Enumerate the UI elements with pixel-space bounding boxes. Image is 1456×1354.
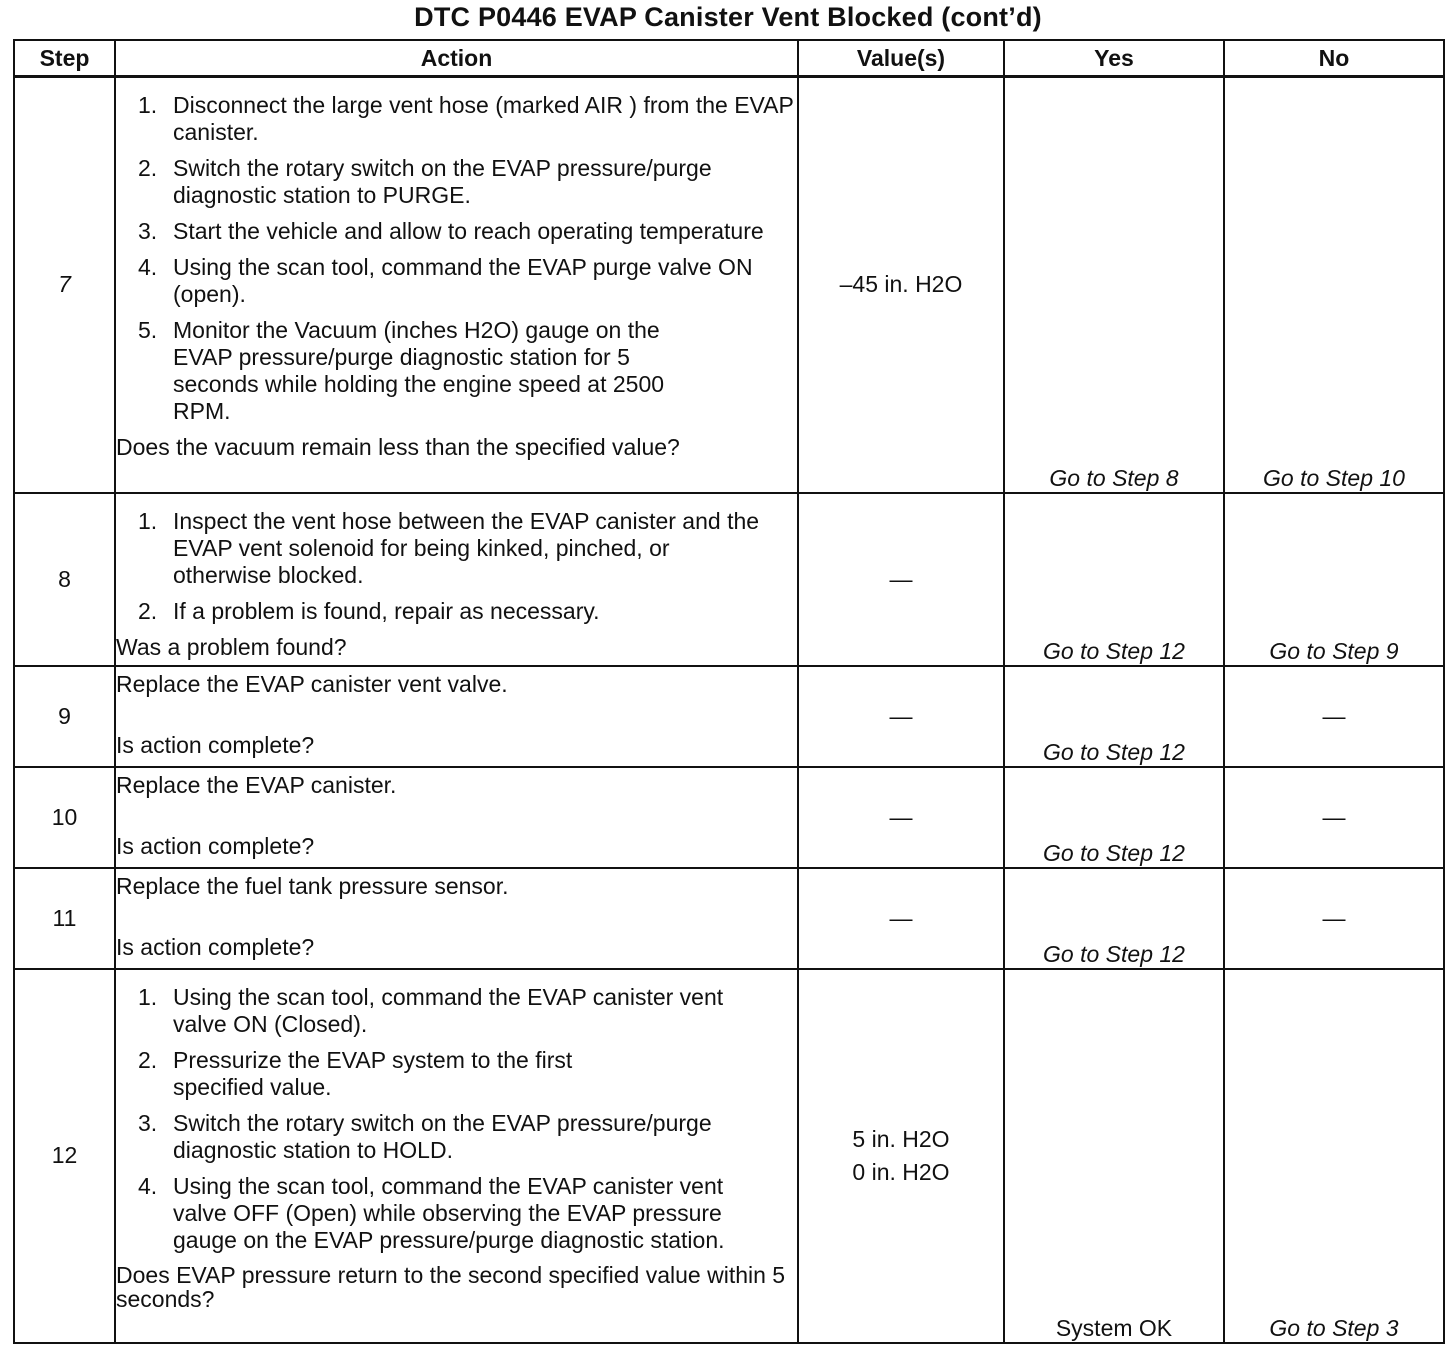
yes-cell: Go to Step 8 bbox=[1004, 77, 1224, 493]
step-number: 10 bbox=[14, 767, 115, 868]
action-question: Is action complete? bbox=[116, 832, 315, 859]
no-cell: Go to Step 3 bbox=[1224, 969, 1444, 1343]
no-cell: — bbox=[1224, 666, 1444, 767]
header-no: No bbox=[1224, 40, 1444, 77]
action-cell bbox=[115, 767, 798, 868]
values-cell bbox=[798, 493, 1004, 666]
no-cell: — bbox=[1224, 767, 1444, 868]
diagnostic-table bbox=[13, 39, 1445, 1344]
table-row bbox=[14, 493, 1444, 666]
action-text: Replace the EVAP canister vent valve. bbox=[116, 670, 508, 697]
no-cell: Go to Step 9 bbox=[1224, 493, 1444, 666]
header-row bbox=[14, 40, 1444, 77]
values-cell bbox=[798, 77, 1004, 493]
list-item: 2. If a problem is found, repair as necessary. bbox=[138, 597, 600, 624]
list-item: 3. Switch the rotary switch on the EVAP pressure/purge diagnostic station to HOLD. bbox=[138, 1109, 712, 1163]
table-row bbox=[14, 666, 1444, 767]
list-item: 1. Using the scan tool, command the EVAP canister vent valve ON (Closed). bbox=[138, 983, 724, 1037]
yes-cell: System OK bbox=[1004, 969, 1224, 1343]
values-cell bbox=[798, 868, 1004, 969]
action-cell bbox=[115, 77, 798, 493]
action-steps bbox=[116, 508, 797, 625]
yes-cell: Go to Step 12 bbox=[1004, 493, 1224, 666]
list-item: 1. Inspect the vent hose between the EVAP canister and the EVAP vent solenoid for being kinked, pinched, or otherwise blocked. bbox=[138, 507, 760, 588]
step-number: 8 bbox=[14, 493, 115, 666]
action-text: Replace the EVAP canister. bbox=[116, 771, 397, 798]
values-cell bbox=[798, 969, 1004, 1343]
header-yes: Yes bbox=[1004, 40, 1224, 77]
action-cell bbox=[115, 969, 798, 1343]
table-row bbox=[14, 969, 1444, 1343]
list-item: 4. Using the scan tool, command the EVAP canister vent valve OFF (Open) while observing the EVAP pressure gauge on the EVAP pressure/purge diagnostic station. bbox=[138, 1172, 725, 1253]
table-row bbox=[14, 767, 1444, 868]
action-question: Does EVAP pressure return to the second specified value within 5 seconds? bbox=[116, 1261, 786, 1312]
value-text: 0 in. H2O bbox=[852, 1158, 950, 1185]
value-text: — bbox=[889, 702, 913, 729]
action-question: Does the vacuum remain less than the specified value? bbox=[116, 434, 680, 460]
action-steps bbox=[116, 984, 797, 1254]
yes-cell: Go to Step 12 bbox=[1004, 767, 1224, 868]
step-number: 11 bbox=[14, 868, 115, 969]
table-row bbox=[14, 77, 1444, 493]
action-cell bbox=[115, 493, 798, 666]
action-question: Is action complete? bbox=[116, 731, 315, 758]
value-text: — bbox=[889, 904, 913, 931]
page-title: DTC P0446 EVAP Canister Vent Blocked (cont’d) bbox=[414, 2, 1042, 32]
table-row bbox=[14, 868, 1444, 969]
list-item: 2. Switch the rotary switch on the EVAP pressure/purge diagnostic station to PURGE. bbox=[138, 155, 712, 208]
list-item: 1. Disconnect the large vent hose (marked AIR ) from the EVAP canister. bbox=[138, 92, 794, 145]
values-cell bbox=[798, 767, 1004, 868]
list-item: 2. Pressurize the EVAP system to the first specified value. bbox=[138, 1046, 573, 1100]
value-text: — bbox=[889, 803, 913, 830]
header-step: Step bbox=[14, 40, 115, 77]
list-item: 5. Monitor the Vacuum (inches H2O) gauge on the EVAP pressure/purge diagnostic station for 5 seconds while holding the engine speed at 2500 RPM. bbox=[138, 317, 665, 424]
action-cell bbox=[115, 666, 798, 767]
list-item: 4. Using the scan tool, command the EVAP purge valve ON (open). bbox=[138, 254, 753, 307]
header-values: Value(s) bbox=[798, 40, 1004, 77]
step-number: 12 bbox=[14, 969, 115, 1343]
action-question: Was a problem found? bbox=[116, 633, 347, 660]
step-number: 9 bbox=[14, 666, 115, 767]
no-cell: Go to Step 10 bbox=[1224, 77, 1444, 493]
action-text: Replace the fuel tank pressure sensor. bbox=[116, 872, 509, 899]
header-action: Action bbox=[115, 40, 798, 77]
step-number: 7 bbox=[14, 77, 115, 493]
action-steps bbox=[116, 92, 797, 425]
yes-cell: Go to Step 12 bbox=[1004, 868, 1224, 969]
action-question: Is action complete? bbox=[116, 933, 315, 960]
value-text: –45 in. H2O bbox=[839, 271, 963, 298]
no-cell: — bbox=[1224, 868, 1444, 969]
yes-cell: Go to Step 12 bbox=[1004, 666, 1224, 767]
values-cell bbox=[798, 666, 1004, 767]
action-cell bbox=[115, 868, 798, 969]
value-text: — bbox=[889, 565, 913, 592]
list-item: 3. Start the vehicle and allow to reach operating temperature bbox=[138, 218, 764, 244]
value-text: 5 in. H2O bbox=[852, 1125, 950, 1152]
